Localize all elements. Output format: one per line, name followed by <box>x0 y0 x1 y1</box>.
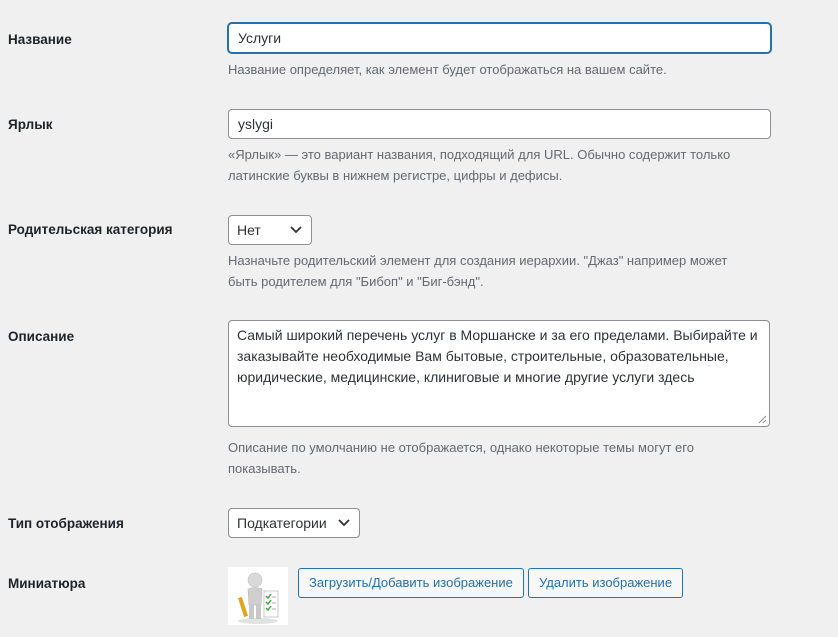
name-label: Название <box>8 32 72 47</box>
display-type-label: Тип отображения <box>8 516 124 531</box>
description-label: Описание <box>8 329 75 344</box>
name-input[interactable]: Услуги <box>228 23 771 53</box>
display-type-select-value: Подкатегории <box>237 515 327 531</box>
description-hint-line2: показывать. <box>228 461 301 476</box>
parent-description-line2: быть родителем для "Бибоп" и "Биг-бэнд". <box>228 274 484 289</box>
slug-label: Ярлык <box>8 117 53 132</box>
chevron-down-icon <box>289 225 303 235</box>
upload-image-button[interactable]: Загрузить/Добавить изображение <box>298 568 524 598</box>
person-checklist-icon <box>228 567 288 625</box>
slug-description-line2: латинские буквы в нижнем регистре, цифры и дефисы. <box>228 168 563 183</box>
slug-input[interactable]: yslygi <box>228 109 771 139</box>
resize-grip-icon[interactable] <box>758 415 767 424</box>
chevron-down-icon <box>337 518 351 528</box>
description-text-line2: заказывайте необходимые Вам бытовые, строительные, образовательные, <box>237 348 729 364</box>
parent-select-value: Нет <box>237 222 261 238</box>
thumbnail-label: Миниатюра <box>8 576 86 591</box>
description-text-line1: Самый широкий перечень услуг в Моршанске и за его пределами. Выбирайте и <box>237 327 758 343</box>
description-text-line3: юридические, медицинские, клиниговые и многие другие услуги здесь <box>237 369 695 385</box>
description-hint-line1: Описание по умолчанию не отображается, однако некоторые темы могут его <box>228 440 694 455</box>
parent-label: Родительская категория <box>8 222 173 237</box>
name-description: Название определяет, как элемент будет отображаться на вашем сайте. <box>228 62 667 77</box>
slug-description-line1: «Ярлык» — это вариант названия, подходящий для URL. Обычно содержит только <box>228 147 731 162</box>
parent-description-line1: Назначьте родительский элемент для создания иерархии. "Джаз" например может <box>228 253 728 268</box>
description-textarea[interactable] <box>228 320 770 427</box>
remove-image-button[interactable]: Удалить изображение <box>528 568 683 598</box>
display-type-select[interactable] <box>228 508 360 538</box>
parent-select[interactable] <box>228 215 312 245</box>
thumbnail-image <box>228 567 288 625</box>
